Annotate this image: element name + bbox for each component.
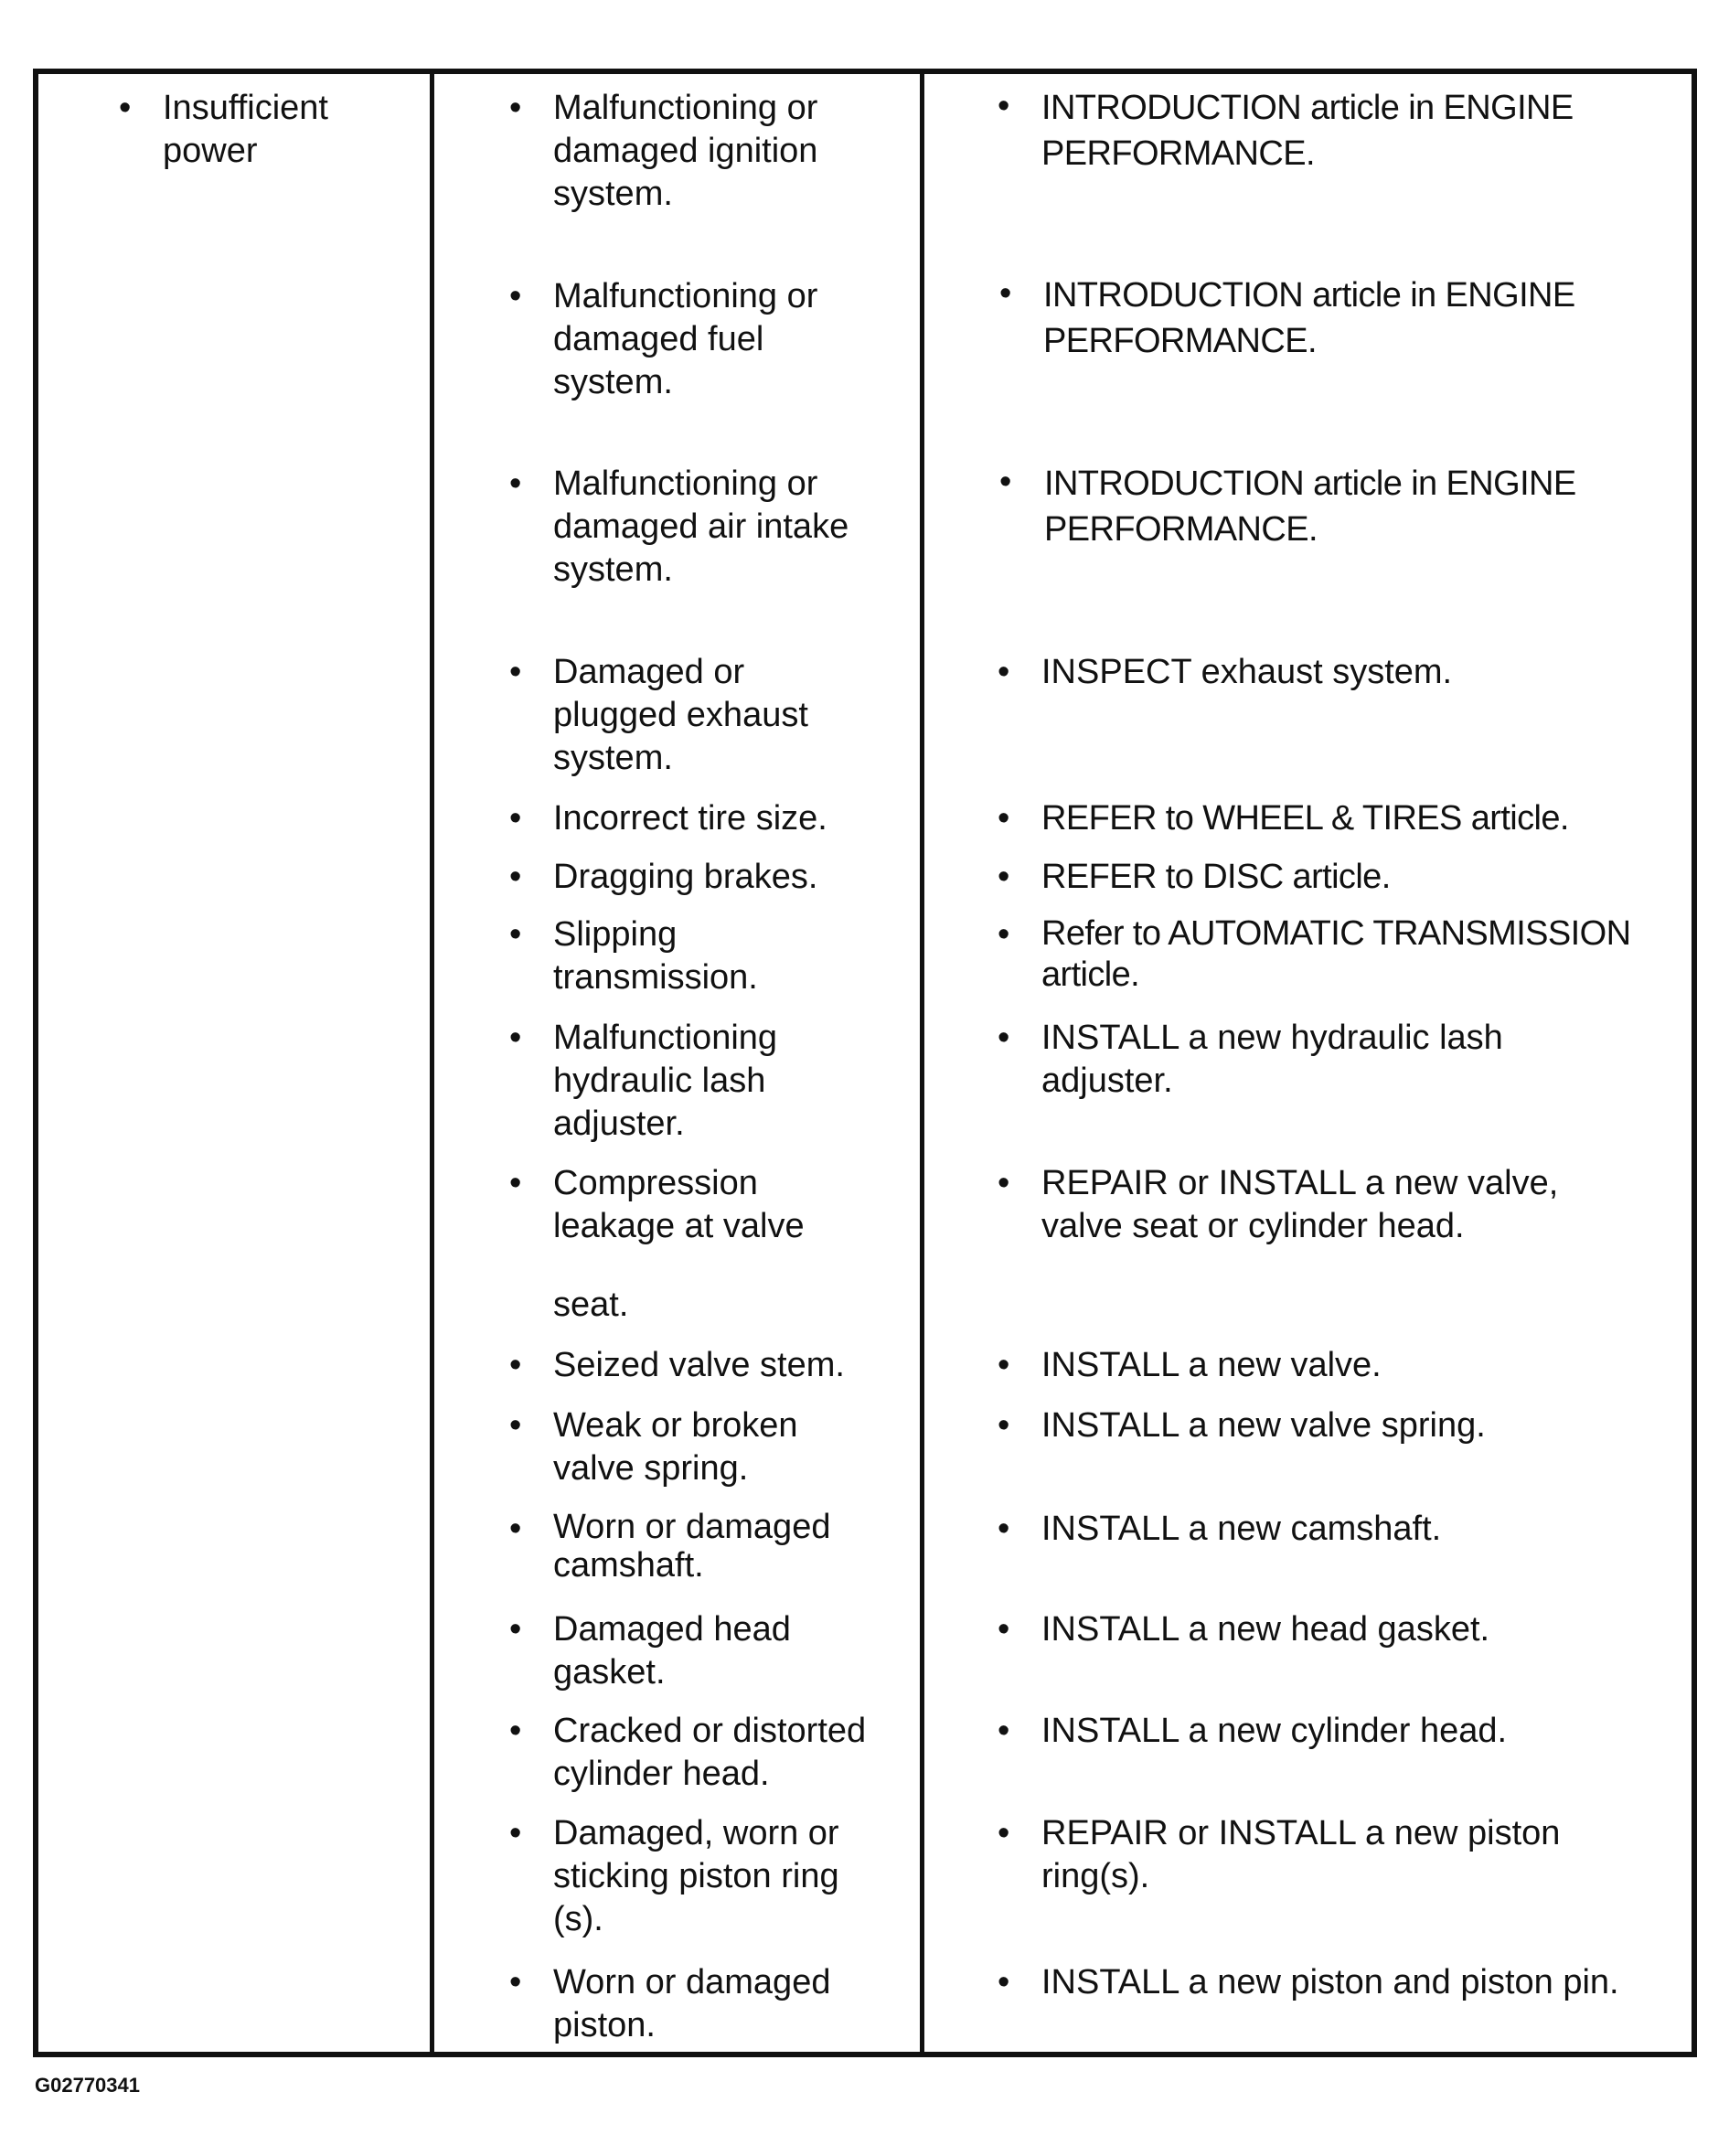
- action-item: [924, 1961, 1697, 2004]
- bullet-icon: •: [509, 1346, 522, 1384]
- cause-item: [434, 1162, 920, 1248]
- cause-text: Worn or damaged camshaft.: [553, 1508, 831, 1585]
- bullet-icon: •: [998, 858, 1009, 896]
- action-item: [924, 1710, 1697, 1753]
- cause-item: [434, 463, 920, 592]
- bullet-icon: •: [509, 858, 522, 896]
- cause-item: [434, 1961, 920, 2047]
- cause-item: [434, 1608, 920, 1694]
- bullet-icon: •: [509, 1814, 522, 1852]
- bullet-icon: •: [509, 799, 522, 838]
- cause-text: Damaged, worn or sticking piston ring (s).: [553, 1814, 839, 1938]
- cause-item: [434, 1812, 920, 1941]
- cause-item: [434, 797, 920, 840]
- bullet-icon: •: [509, 1963, 522, 2001]
- bullet-icon: •: [509, 1510, 522, 1548]
- figure-id: G02770341: [35, 2074, 140, 2097]
- action-text: INSTALL a new piston and piston pin.: [1041, 1963, 1619, 2001]
- cause-text: Incorrect tire size.: [553, 799, 827, 838]
- action-item: [924, 1162, 1697, 1248]
- action-item: [924, 913, 1697, 996]
- cause-item: [434, 856, 920, 899]
- bullet-icon: •: [509, 1610, 522, 1649]
- symptom-entry: [38, 87, 430, 173]
- bullet-icon: •: [998, 653, 1010, 691]
- cause-text: Seized valve stem.: [553, 1346, 845, 1384]
- action-item: [924, 856, 1697, 899]
- cause-text: seat.: [553, 1286, 629, 1324]
- symptom-text: Insufficient power: [163, 89, 328, 170]
- action-item: [924, 1344, 1697, 1387]
- action-text: INSTALL a new cylinder head.: [1041, 1712, 1508, 1750]
- bullet-icon: •: [998, 799, 1009, 838]
- action-text: INSPECT exhaust system.: [1041, 653, 1453, 691]
- cause-text: Worn or damaged piston.: [553, 1963, 831, 2044]
- bullet-icon: •: [509, 1019, 522, 1057]
- cause-item: [434, 1344, 920, 1387]
- action-text: INSTALL a new valve spring.: [1041, 1406, 1486, 1445]
- bullet-icon: •: [509, 464, 522, 503]
- action-item: [924, 797, 1697, 840]
- diagnosis-table: [33, 69, 1697, 2057]
- cause-text: Malfunctioning or damaged ignition system.: [553, 89, 818, 213]
- cause-item: [434, 275, 920, 404]
- cause-text: Dragging brakes.: [553, 858, 818, 896]
- cause-item: [434, 651, 920, 780]
- cause-text: Damaged or plugged exhaust system.: [553, 653, 808, 777]
- bullet-icon: •: [509, 277, 522, 315]
- cause-column: [434, 74, 920, 2052]
- action-item: [924, 1017, 1697, 1103]
- cause-text: Malfunctioning or damaged fuel system.: [553, 277, 818, 401]
- bullet-icon: •: [998, 1019, 1010, 1057]
- cause-text: Malfunctioning hydraulic lash adjuster.: [553, 1019, 778, 1143]
- bullet-icon: •: [509, 915, 522, 954]
- action-text: REFER to WHEEL & TIRES article.: [1041, 799, 1569, 838]
- bullet-icon: •: [998, 1510, 1010, 1548]
- bullet-icon: •: [998, 1814, 1010, 1852]
- action-text: Refer to AUTOMATIC TRANSMISSION article.: [1041, 914, 1631, 994]
- action-text: INSTALL a new camshaft.: [1041, 1510, 1442, 1548]
- bullet-icon: •: [998, 915, 1009, 954]
- bullet-icon: •: [998, 1164, 1010, 1202]
- cause-text: Malfunctioning or damaged air intake system.: [553, 464, 849, 589]
- bullet-icon: •: [509, 1406, 522, 1445]
- cause-text: Compression leakage at valve: [553, 1164, 805, 1245]
- action-column: [924, 74, 1697, 2052]
- action-item: [924, 1404, 1697, 1447]
- bullet-icon: •: [119, 89, 132, 127]
- bullet-icon: •: [998, 1346, 1010, 1384]
- bullet-icon: •: [509, 653, 522, 691]
- action-text: INTRODUCTION article in ENGINE PERFORMANCE.: [1043, 276, 1575, 360]
- action-text: REPAIR or INSTALL a new piston ring(s).: [1041, 1814, 1561, 1895]
- cause-text: Slipping transmission.: [553, 915, 758, 997]
- action-text: INTRODUCTION article in ENGINE PERFORMANCE.: [1041, 89, 1574, 173]
- bullet-icon: •: [509, 89, 522, 127]
- cause-item: [434, 1710, 920, 1796]
- action-item: [924, 461, 1697, 552]
- symptom-column: [38, 74, 430, 2052]
- cause-item: [434, 1508, 920, 1585]
- cause-item: [434, 913, 920, 999]
- action-text: INTRODUCTION article in ENGINE PERFORMANCE.: [1044, 464, 1576, 549]
- action-item: [924, 85, 1697, 176]
- action-item: [924, 651, 1697, 694]
- action-text: REPAIR or INSTALL a new valve, valve seat or cylinder head.: [1041, 1164, 1559, 1245]
- action-text: INSTALL a new valve.: [1041, 1346, 1382, 1384]
- cause-text: Cracked or distorted cylinder head.: [553, 1712, 867, 1793]
- cause-text: Damaged head gasket.: [553, 1610, 791, 1692]
- action-text: INSTALL a new hydraulic lash adjuster.: [1041, 1019, 1503, 1100]
- action-text: REFER to DISC article.: [1041, 858, 1391, 896]
- cause-item: [434, 1404, 920, 1490]
- bullet-icon: •: [999, 463, 1011, 501]
- cause-item: [434, 1017, 920, 1146]
- bullet-icon: •: [509, 1712, 522, 1750]
- cause-item-continuation: [434, 1284, 920, 1327]
- cause-item: [434, 87, 920, 216]
- action-text: INSTALL a new head gasket.: [1041, 1610, 1490, 1649]
- action-item: [924, 1508, 1697, 1551]
- action-item: [924, 1608, 1697, 1651]
- bullet-icon: •: [998, 87, 1009, 125]
- bullet-icon: •: [999, 274, 1011, 313]
- bullet-icon: •: [998, 1712, 1010, 1750]
- bullet-icon: •: [998, 1610, 1010, 1649]
- bullet-icon: •: [998, 1963, 1010, 2001]
- cause-text: Weak or broken valve spring.: [553, 1406, 798, 1488]
- bullet-icon: •: [509, 1164, 522, 1202]
- action-item: [924, 1812, 1697, 1898]
- bullet-icon: •: [998, 1406, 1010, 1445]
- action-item: [924, 272, 1697, 364]
